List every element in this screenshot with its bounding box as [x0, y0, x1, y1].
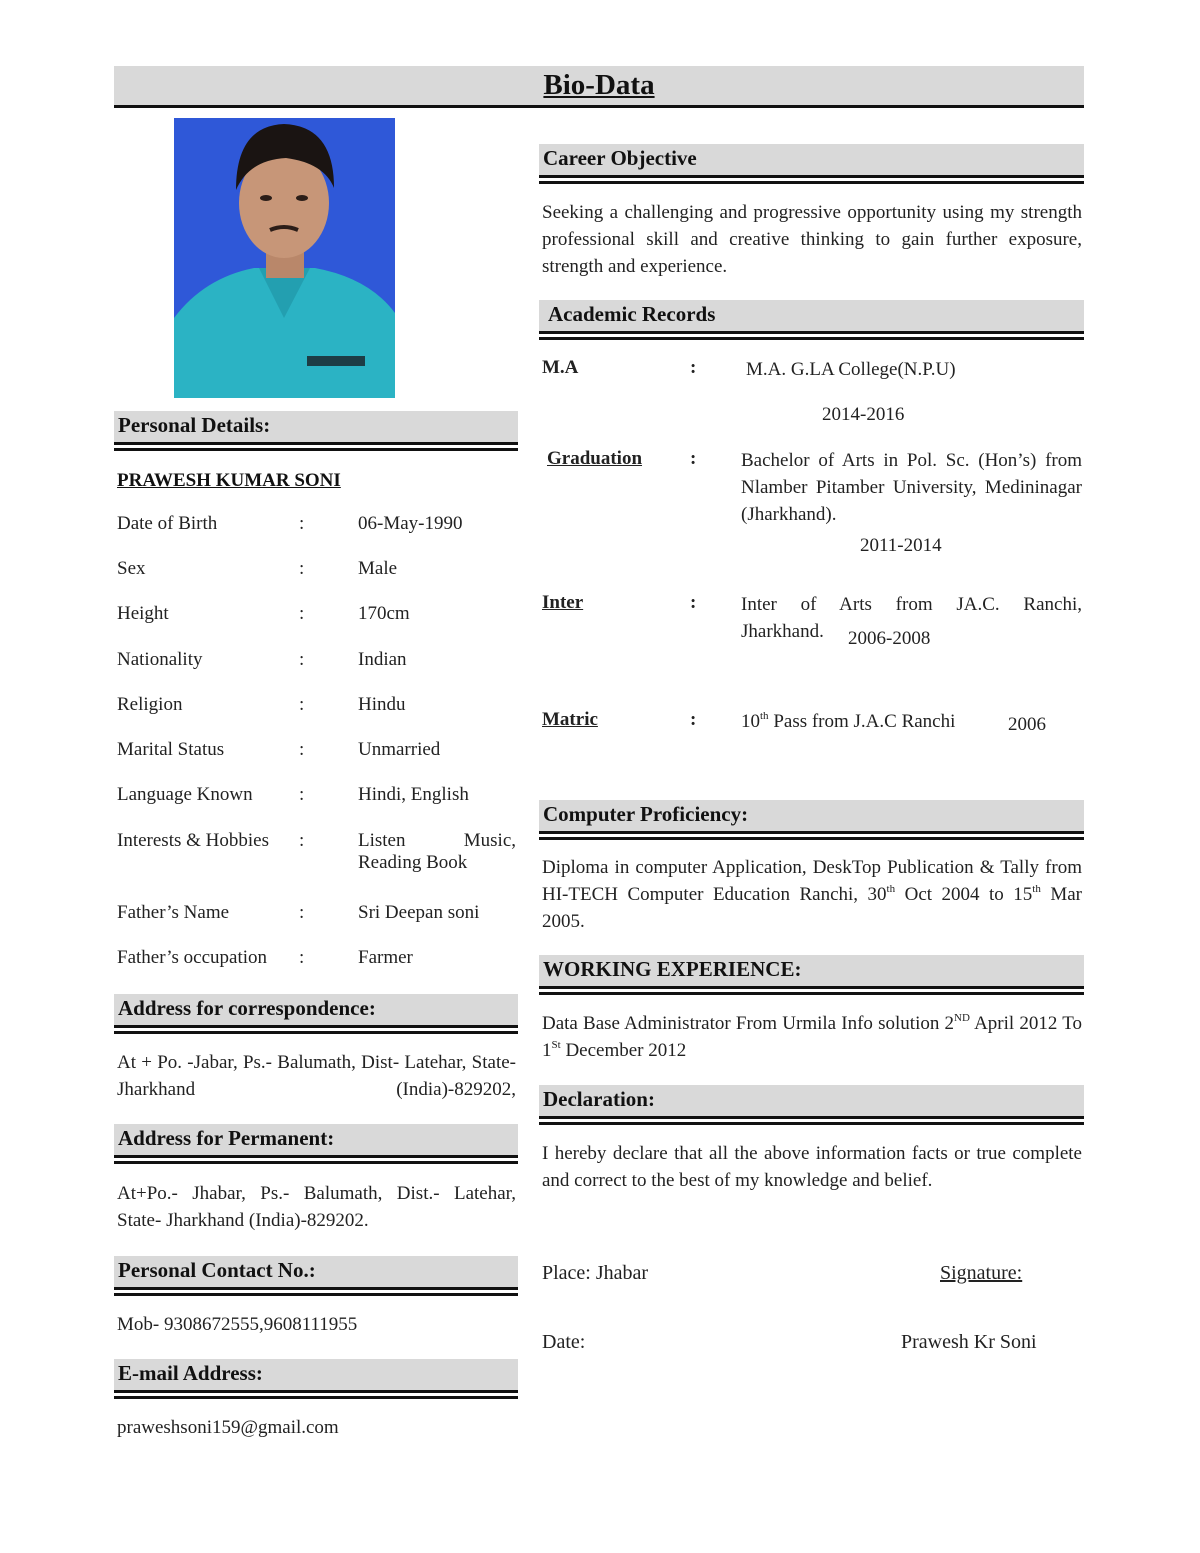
academic-year-ma: 2014-2016: [822, 404, 905, 425]
email-header: E-mail Address:: [114, 1359, 518, 1393]
person-portrait-icon: [174, 118, 395, 398]
signature-label: Signature:: [940, 1262, 1023, 1284]
page-title: Bio-Data: [543, 69, 655, 101]
academic-records-header: Academic Records: [539, 300, 1084, 334]
detail-colon: :: [299, 603, 305, 624]
matric-number: 10: [741, 711, 760, 732]
detail-label: Father’s occupation: [117, 947, 268, 968]
detail-label: Date of Birth: [117, 513, 218, 534]
work-sup-2: St: [551, 1039, 561, 1051]
computer-proficiency-text: [542, 854, 1082, 935]
detail-colon: :: [299, 694, 305, 715]
detail-row-nationality: [117, 649, 517, 675]
detail-value: [358, 830, 516, 874]
date-label: Date:: [542, 1331, 586, 1353]
work-text-a: Data Base Administrator From Urmila Info solution 2: [542, 1013, 955, 1034]
working-experience-text: [542, 1010, 1082, 1064]
detail-value: Farmer: [358, 947, 413, 968]
detail-row-father-occupation: [117, 947, 517, 973]
computer-text-c: Mar 2005.: [542, 884, 1083, 932]
detail-row-height: [117, 603, 517, 629]
academic-label-matric: Matric: [542, 709, 598, 730]
academic-value-ma: M.A. G.LA College(N.P.U): [746, 359, 956, 380]
correspondence-address-header: Address for correspondence:: [114, 994, 518, 1028]
detail-colon: :: [299, 513, 305, 534]
detail-value: Male: [358, 558, 398, 579]
detail-row-marital-status: [117, 739, 517, 765]
signer-name: Prawesh Kr Soni: [901, 1331, 1037, 1353]
computer-proficiency-header: Computer Proficiency:: [539, 800, 1084, 834]
detail-label: Height: [117, 603, 169, 624]
academic-colon: :: [690, 592, 697, 613]
correspondence-address-text: At + Po. -Jabar, Ps.- Balumath, Dist- Latehar, State- Jharkhand (India)-829202,: [117, 1052, 516, 1100]
detail-value-line1a: Listen: [358, 830, 406, 851]
profile-photo: [174, 118, 395, 398]
computer-text-b: Oct 2004 to 15: [895, 884, 1033, 905]
candidate-name: PRAWESH KUMAR SONI: [117, 470, 341, 491]
detail-label: Religion: [117, 694, 183, 715]
detail-value: 170cm: [358, 603, 410, 624]
detail-colon: :: [299, 739, 305, 760]
academic-year-inter: 2006-2008: [848, 628, 931, 649]
academic-value-matric: [741, 708, 955, 735]
detail-row-dob: [117, 513, 517, 539]
academic-value-graduation: Bachelor of Arts in Pol. Sc. (Hon’s) from Nlamber Pitamber University, Medininagar (Jharkhand).: [741, 450, 1082, 525]
detail-value-line2: Reading Book: [358, 852, 468, 873]
detail-colon: :: [299, 784, 305, 805]
academic-value-inter-line2: Jharkhand.: [741, 621, 824, 642]
contact-numbers: Mob- 9308672555,9608111955: [117, 1314, 358, 1335]
detail-label: Interests & Hobbies: [117, 830, 269, 851]
detail-row-hobbies: [117, 830, 517, 884]
academic-year-matric: 2006: [1008, 714, 1046, 735]
detail-label: Nationality: [117, 649, 203, 670]
academic-year-graduation: 2011-2014: [860, 535, 942, 556]
detail-label: Marital Status: [117, 739, 225, 760]
declaration-header: Declaration:: [539, 1085, 1084, 1119]
academic-colon: :: [690, 357, 697, 378]
academic-value-inter: Inter of Arts from JA.C. Ranchi,: [741, 594, 1082, 615]
career-objective-header: Career Objective: [539, 144, 1084, 178]
academic-colon: :: [690, 448, 697, 469]
detail-value: Sri Deepan soni: [358, 902, 480, 923]
academic-label-ma: M.A: [542, 357, 579, 378]
academic-label-graduation: Graduation: [547, 448, 643, 469]
detail-row-sex: [117, 558, 517, 584]
email-address: praweshsoni159@gmail.com: [117, 1417, 339, 1438]
detail-value: Unmarried: [358, 739, 441, 760]
working-experience-header: WORKING EXPERIENCE:: [539, 955, 1084, 989]
place-text: Place: Jhabar: [542, 1262, 649, 1284]
computer-sup-2: th: [1032, 883, 1041, 895]
computer-sup-1: th: [886, 883, 896, 895]
personal-details-header: Personal Details:: [114, 411, 518, 445]
detail-label: Language Known: [117, 784, 253, 805]
detail-value: Indian: [358, 649, 407, 670]
detail-label: Sex: [117, 558, 146, 579]
detail-colon: :: [299, 902, 305, 923]
page-title-bar: [114, 66, 1084, 108]
detail-colon: :: [299, 830, 305, 851]
work-sup-1: ND: [954, 1012, 970, 1024]
detail-value: 06-May-1990: [358, 513, 463, 534]
academic-colon: :: [690, 709, 697, 730]
permanent-address-text: At+Po.- Jhabar, Ps.- Balumath, Dist.- Latehar, State- Jharkhand (India)-829202.: [117, 1183, 516, 1231]
detail-colon: :: [299, 947, 305, 968]
detail-value-line1b: Music,: [463, 830, 516, 851]
work-text-b: April 2012 To 1: [542, 1013, 1082, 1061]
detail-value: Hindi, English: [358, 784, 469, 805]
career-objective-text: Seeking a challenging and progressive opportunity using my strength professional skill and creative thinking to gain further exposure, strength and experience.: [542, 202, 1082, 277]
detail-value: Hindu: [358, 694, 406, 715]
detail-row-father-name: [117, 902, 517, 928]
detail-row-language: [117, 784, 517, 810]
declaration-text: I hereby declare that all the above information facts or true complete and correct to the best of my knowledge and belief.: [542, 1143, 1082, 1191]
contact-header: Personal Contact No.:: [114, 1256, 518, 1290]
academic-label-inter: Inter: [542, 592, 584, 613]
detail-row-religion: [117, 694, 517, 720]
computer-text-a: Diploma in computer Application, DeskTop Publication & Tally from HI-TECH Computer Education Ranchi, 30: [542, 857, 1082, 905]
matric-text: Pass from J.A.C Ranchi: [768, 711, 956, 732]
work-text-c: December 2012: [560, 1040, 687, 1061]
detail-label: Father’s Name: [117, 902, 230, 923]
detail-colon: :: [299, 558, 305, 579]
matric-superscript: th: [760, 710, 769, 722]
permanent-address-header: Address for Permanent:: [114, 1124, 518, 1158]
detail-colon: :: [299, 649, 305, 670]
